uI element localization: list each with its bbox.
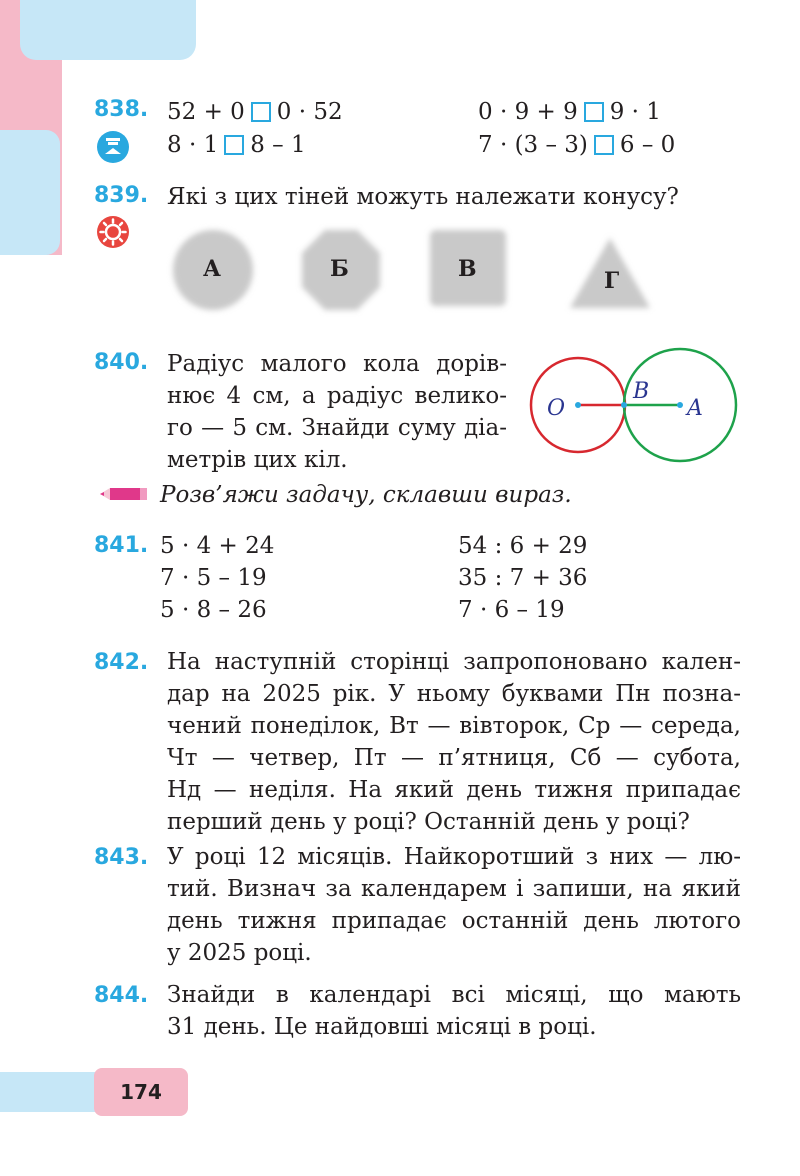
- point-o: [575, 402, 581, 408]
- exercise-843-text: У році 12 місяців. Найкоротший з них — лю- тий. Визнач за календарем і запиши, на який день тижня припадає останній день лютого у 2025 році.: [167, 844, 741, 966]
- page-number: 174: [120, 1080, 162, 1104]
- label-o: O: [547, 396, 566, 421]
- shadow-shapes: [160, 218, 680, 328]
- exercise-840-text: Радіус малого кола дорів- нює 4 см, а радіус велико- го — 5 см. Знайди суму діа- метрів цих кіл.: [167, 351, 507, 473]
- exercise-838-row1-right: 0 · 9 + 9 9 · 1: [478, 99, 661, 125]
- exercise-841-number: 841.: [94, 533, 149, 558]
- exercise-842-number: 842.: [94, 650, 149, 675]
- sun-gear-icon: [97, 216, 129, 248]
- exercise-838-number: 838.: [94, 97, 149, 122]
- exercise-838-row2-left: 8 · 1 8 – 1: [167, 132, 306, 158]
- shadow-label-v: В: [458, 256, 477, 282]
- compare-box[interactable]: [251, 102, 271, 122]
- exercise-844-number: 844.: [94, 983, 149, 1008]
- exercise-839-number: 839.: [94, 183, 149, 208]
- exercise-844-text: Знайди в календарі всі місяці, що мають 31 день. Це найдовші місяці в році.: [167, 982, 741, 1040]
- shadow-label-g: Г: [604, 268, 620, 294]
- compare-box[interactable]: [224, 135, 244, 155]
- exercise-843-number: 843.: [94, 845, 149, 870]
- shadow-label-b: Б: [330, 256, 349, 282]
- shadow-label-a: А: [203, 256, 221, 282]
- point-b: [621, 402, 627, 408]
- exercise-839-text: Які з цих тіней можуть належати конусу?: [167, 184, 679, 210]
- compare-box[interactable]: [594, 135, 614, 155]
- exercise-842-text: На наступній сторінці запропоновано кален- дар на 2025 рік. У ньому буквами Пн позна- чений понеділок, Вт — вівторок, Ср — середа, Чт — четвер, Пт — п’ятниця, Сб — субота, Нд — неділя. На який день тижня припадає перший день у році? Останній день у році?: [167, 649, 741, 835]
- exercise-838-row2-right: 7 · (3 – 3) 6 – 0: [478, 132, 676, 158]
- exercise-838-row1-left: 52 + 0 0 · 52: [167, 99, 343, 125]
- exercise-841-left: 5 · 4 + 24 7 · 5 – 19 5 · 8 – 26: [160, 533, 275, 623]
- pencil-icon: [100, 486, 148, 502]
- point-a: [677, 402, 683, 408]
- exercise-841-right: 54 : 6 + 29 35 : 7 + 36 7 · 6 – 19: [458, 533, 588, 623]
- label-b: B: [633, 379, 650, 404]
- label-a: A: [687, 396, 703, 421]
- scales-icon: [97, 131, 129, 163]
- exercise-840-number: 840.: [94, 350, 149, 375]
- corner-blue-block: [20, 0, 196, 60]
- compare-box[interactable]: [584, 102, 604, 122]
- hint-text: Розв’яжи задачу, склавши вираз.: [160, 482, 572, 508]
- side-blue-tab: [0, 130, 60, 255]
